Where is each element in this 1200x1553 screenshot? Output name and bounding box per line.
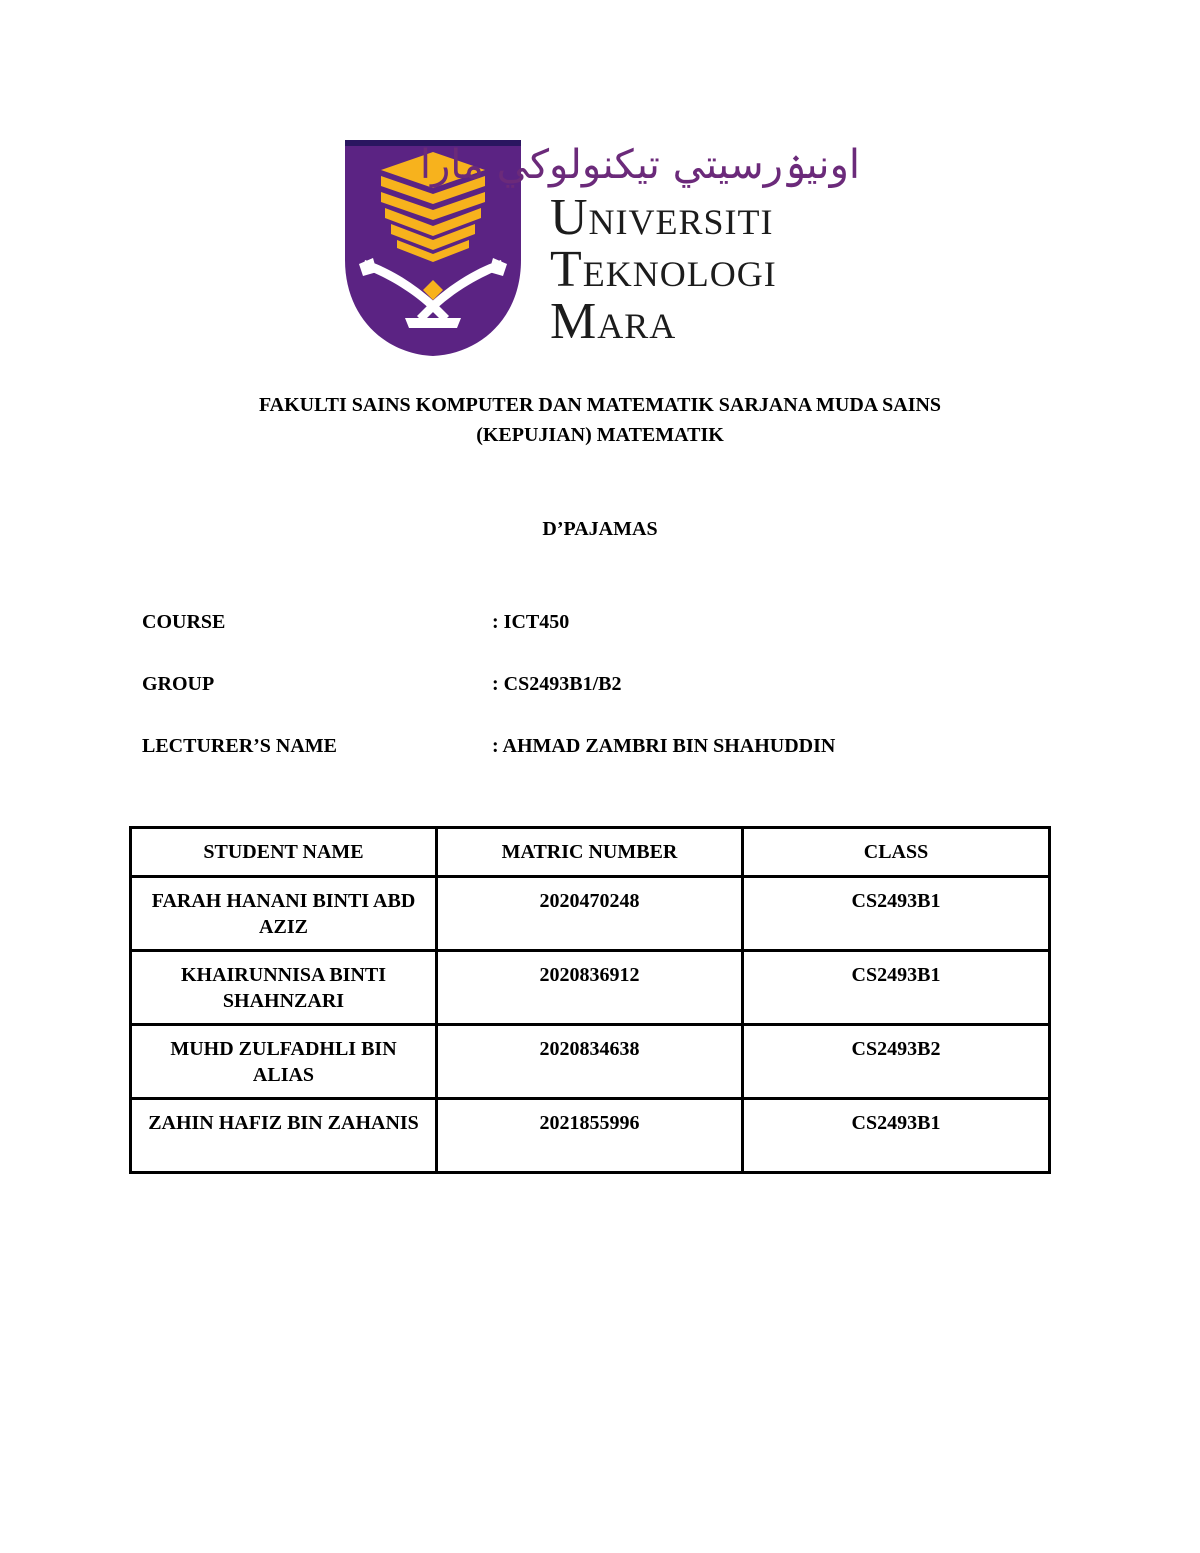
group-label: GROUP xyxy=(142,673,215,695)
student-name-cell: MUHD ZULFADHLI BIN ALIAS xyxy=(131,1025,437,1099)
jawi-university-name: اونيۏرسيتي تيکنولوکي مارا xyxy=(419,142,860,188)
lecturer-value: : AHMAD ZAMBRI BIN SHAHUDDIN xyxy=(492,735,836,757)
student-name-cell: ZAHIN HAFIZ BIN ZAHANIS xyxy=(131,1099,437,1173)
lecturer-row xyxy=(142,731,1042,761)
course-row xyxy=(142,607,1042,637)
matric-number-cell: 2021855996 xyxy=(437,1099,743,1173)
faculty-line1: FAKULTI SAINS KOMPUTER DAN MATEMATIK SARJANA MUDA SAINS xyxy=(258,394,942,416)
faculty-line2: (KEPUJIAN) MATEMATIK xyxy=(476,424,724,446)
table-row xyxy=(131,1099,1050,1173)
table-header-row xyxy=(131,828,1050,877)
student-name-cell: FARAH HANANI BINTI ABD AZIZ xyxy=(131,877,437,951)
student-table xyxy=(129,826,1051,1174)
table-row xyxy=(131,877,1050,951)
class-cell: CS2493B1 xyxy=(743,877,1050,951)
header-matric-number: MATRIC NUMBER xyxy=(437,828,743,877)
university-name-line3: Mara xyxy=(550,293,677,350)
student-name-cell: KHAIRUNNISA BINTI SHAHNZARI xyxy=(131,951,437,1025)
project-title: D’PAJAMAS xyxy=(542,518,658,540)
class-cell: CS2493B1 xyxy=(743,1099,1050,1173)
university-name-line1: Universiti xyxy=(550,189,774,246)
class-cell: CS2493B1 xyxy=(743,951,1050,1025)
university-logo xyxy=(345,140,865,358)
matric-number-cell: 2020470248 xyxy=(437,877,743,951)
table-row xyxy=(131,951,1050,1025)
course-value: : ICT450 xyxy=(492,611,570,633)
university-wordmark xyxy=(419,140,865,350)
group-row xyxy=(142,669,1042,699)
university-name-line2: Teknologi xyxy=(550,241,777,298)
course-label: COURSE xyxy=(142,611,226,633)
lecturer-label: LECTURER’S NAME xyxy=(142,735,338,757)
matric-number-cell: 2020834638 xyxy=(437,1025,743,1099)
header-student-name: STUDENT NAME xyxy=(131,828,437,877)
header-class: CLASS xyxy=(743,828,1050,877)
table-row xyxy=(131,1025,1050,1099)
matric-number-cell: 2020836912 xyxy=(437,951,743,1025)
faculty-heading xyxy=(150,390,1050,450)
group-value: : CS2493B1/B2 xyxy=(492,673,622,695)
class-cell: CS2493B2 xyxy=(743,1025,1050,1099)
